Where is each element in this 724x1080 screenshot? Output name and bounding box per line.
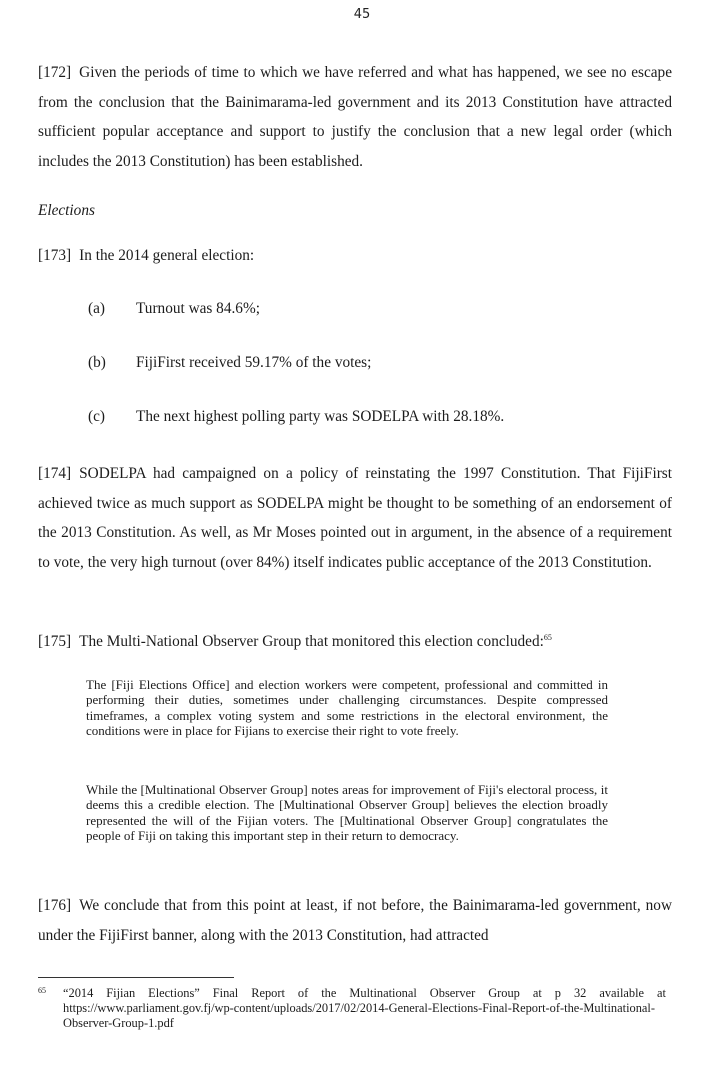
paragraph-text: The Multi-National Observer Group that monitored this election concluded:	[79, 633, 544, 650]
list-item-text: The next highest polling party was SODELPA with 28.18%.	[136, 408, 505, 425]
paragraph-175	[38, 627, 672, 657]
block-quote-paragraph: The [Fiji Elections Office] and election workers were competent, professional and committed in performing their duties, sometimes under challenging circumstances. Despite compressed timeframes, a complex voting system and some restrictions in the electoral environment, the conditions were in place for Fijians to exercise their right to vote freely.	[86, 677, 608, 739]
list-item-label: (a)	[88, 300, 105, 317]
footnote-divider	[38, 977, 234, 978]
paragraph-text: SODELPA had campaigned on a policy of reinstating the 1997 Constitution. That FijiFirst achieved twice as much support as SODELPA might be thought to be something of an endorsement of the 2013 Constitution. As well, as Mr Moses pointed out in argument, in the absence of a requirement to vote, the very high turnout (over 84%) itself indicates public acceptance of the 2013 Constitution.	[38, 465, 672, 571]
list-item-text: Turnout was 84.6%;	[136, 300, 260, 317]
footnote-mark: 65	[38, 986, 46, 995]
list-item-label: (c)	[88, 408, 105, 425]
paragraph-172	[38, 58, 672, 176]
footnote-reference[interactable]: 65	[543, 633, 552, 642]
list-item	[88, 298, 260, 320]
footnote-text: “2014 Fijian Elections” Final Report of the Multinational Observer Group at p 32 available at https://www.parliament.gov.fj/wp-content/uploads/2017/02/2014-General-Elections-Final-Report-of-the-Multinational- Observer-Group-1.pdf	[63, 986, 666, 1030]
list-item	[88, 406, 504, 428]
paragraph-text: In the 2014 general election:	[79, 247, 255, 264]
paragraph-number: [172]	[38, 64, 72, 81]
paragraph-number: [175]	[38, 633, 72, 650]
list-item-label: (b)	[88, 354, 106, 371]
footnote	[38, 986, 666, 1031]
paragraph-number: [173]	[38, 247, 72, 264]
page-number: 45	[353, 7, 371, 22]
paragraph-number: [174]	[38, 465, 72, 482]
paragraph-text: We conclude that from this point at least, if not before, the Bainimarama-led government, now under the FijiFirst banner, along with the 2013 Constitution, had attracted	[38, 897, 672, 944]
list-item	[88, 352, 371, 374]
paragraph-number: [176]	[38, 897, 72, 914]
paragraph-text: Given the periods of time to which we have referred and what has happened, we see no escape from the conclusion that the Bainimarama-led government and its 2013 Constitution have attracted sufficient popular acceptance and support to justify the conclusion that a new legal order (which includes the 2013 Constitution) has been established.	[38, 64, 672, 170]
paragraph-174	[38, 459, 672, 577]
section-heading-elections: Elections	[38, 202, 95, 219]
block-quote-paragraph: While the [Multinational Observer Group] notes areas for improvement of Fiji's electoral process, it deems this a credible election. The [Multinational Observer Group] believes the election broadly represented the will of the Fijian voters. The [Multinational Observer Group] congratulates the people of Fiji on taking this important step in their return to democracy.	[86, 782, 608, 844]
paragraph-173	[38, 241, 672, 271]
list-item-text: FijiFirst received 59.17% of the votes;	[136, 354, 372, 371]
paragraph-176	[38, 891, 672, 950]
